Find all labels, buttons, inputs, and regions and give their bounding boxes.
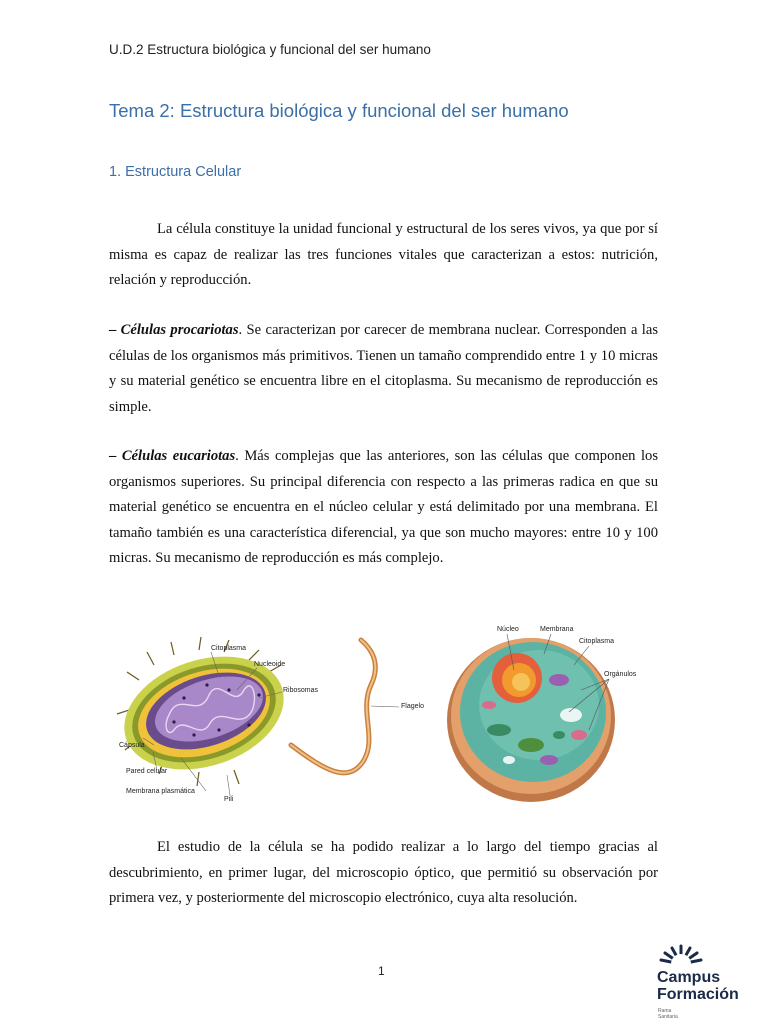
label-ribosomes: Ribosomas xyxy=(283,687,319,694)
brand-line-2: Formación xyxy=(657,985,739,1003)
label-flagellum: Flagelo xyxy=(401,703,424,710)
closing-paragraph: El estudio de la célula se ha podido realizar a lo largo del tiempo gracias al descubrimiento, en primer lugar, del microscopio óptico, que permitió su observación por primera vez, y posteriormente del microscopio electrónico, cuya alta resolución. xyxy=(109,839,658,906)
intro-paragraph: La célula constituye la unidad funcional y estructural de los seres vivos, ya que por sí misma es capaz de realizar las tres funciones vitales que caracterizan a estos: nutrición, relación y reproducción. xyxy=(109,221,658,288)
running-header: U.D.2 Estructura biológica y funcional del ser humano xyxy=(109,42,431,57)
sunburst-icon xyxy=(657,940,705,968)
list-dash: – xyxy=(109,448,117,464)
page-number: 1 xyxy=(378,964,385,978)
label-nucleoid: Nucleoide xyxy=(254,661,286,668)
label-organelles: Orgánulos xyxy=(604,671,637,678)
label-plasma-membrane: Membrana plasmática xyxy=(126,788,195,795)
brand-line-1: Campus xyxy=(657,969,721,986)
eukaryotes-term: Células eucariotas xyxy=(121,448,236,464)
page-title: Tema 2: Estructura biológica y funcional del ser humano xyxy=(109,100,569,121)
prokaryotes-paragraph xyxy=(109,318,658,420)
brand-subtitle xyxy=(658,1009,678,1020)
label-pili: Pili xyxy=(224,796,234,803)
brand-sub-line-1: Rama xyxy=(658,1008,672,1014)
nucleus xyxy=(492,653,542,703)
brand-logo xyxy=(657,940,757,1020)
eukaryote-illustration xyxy=(439,610,658,810)
label-capsule: Cápsula xyxy=(119,742,145,749)
prokaryotes-term: Células procariotas xyxy=(120,322,239,338)
prokaryotes-text: . Se caracterizan por carecer de membrana nuclear. Corresponden a las células de los organismos más primitivos. Tienen un tamaño comprendido entre 1 y 10 micras y su material genético se encuentra libre en el citoplasma. Su mecanismo de reproducción es simple. xyxy=(109,322,658,415)
brand-name xyxy=(657,970,739,1003)
brand-sub-line-2: Sanitaria xyxy=(658,1013,678,1020)
prokaryote-illustration xyxy=(109,610,439,810)
label-nucleus: Núcleo xyxy=(497,626,519,633)
eukaryotes-text: . Más complejas que las anteriores, son las células que componen los organismos superiores. Su principal diferencia con respecto a las primeras radica en que su material genético se encuentra en el núcleo celular y está delimitado por una membrana. El tamaño también es una característica diferencial, ya que son mucho mayores: entre 10 y 100 micras. Su mecanismo de reproducción es más complejo. xyxy=(109,448,658,566)
label-cytoplasm: Citoplasma xyxy=(579,638,615,645)
label-cell-wall: Pared celular xyxy=(126,768,168,775)
eukaryotes-paragraph xyxy=(109,444,658,572)
flagellum xyxy=(291,640,375,773)
list-dash: – xyxy=(109,322,117,338)
label-membrane: Membrana xyxy=(540,626,574,633)
cell-figure xyxy=(109,610,658,810)
label-cytoplasm: Citoplasma xyxy=(211,645,247,652)
section-heading: 1. Estructura Celular xyxy=(109,164,242,180)
